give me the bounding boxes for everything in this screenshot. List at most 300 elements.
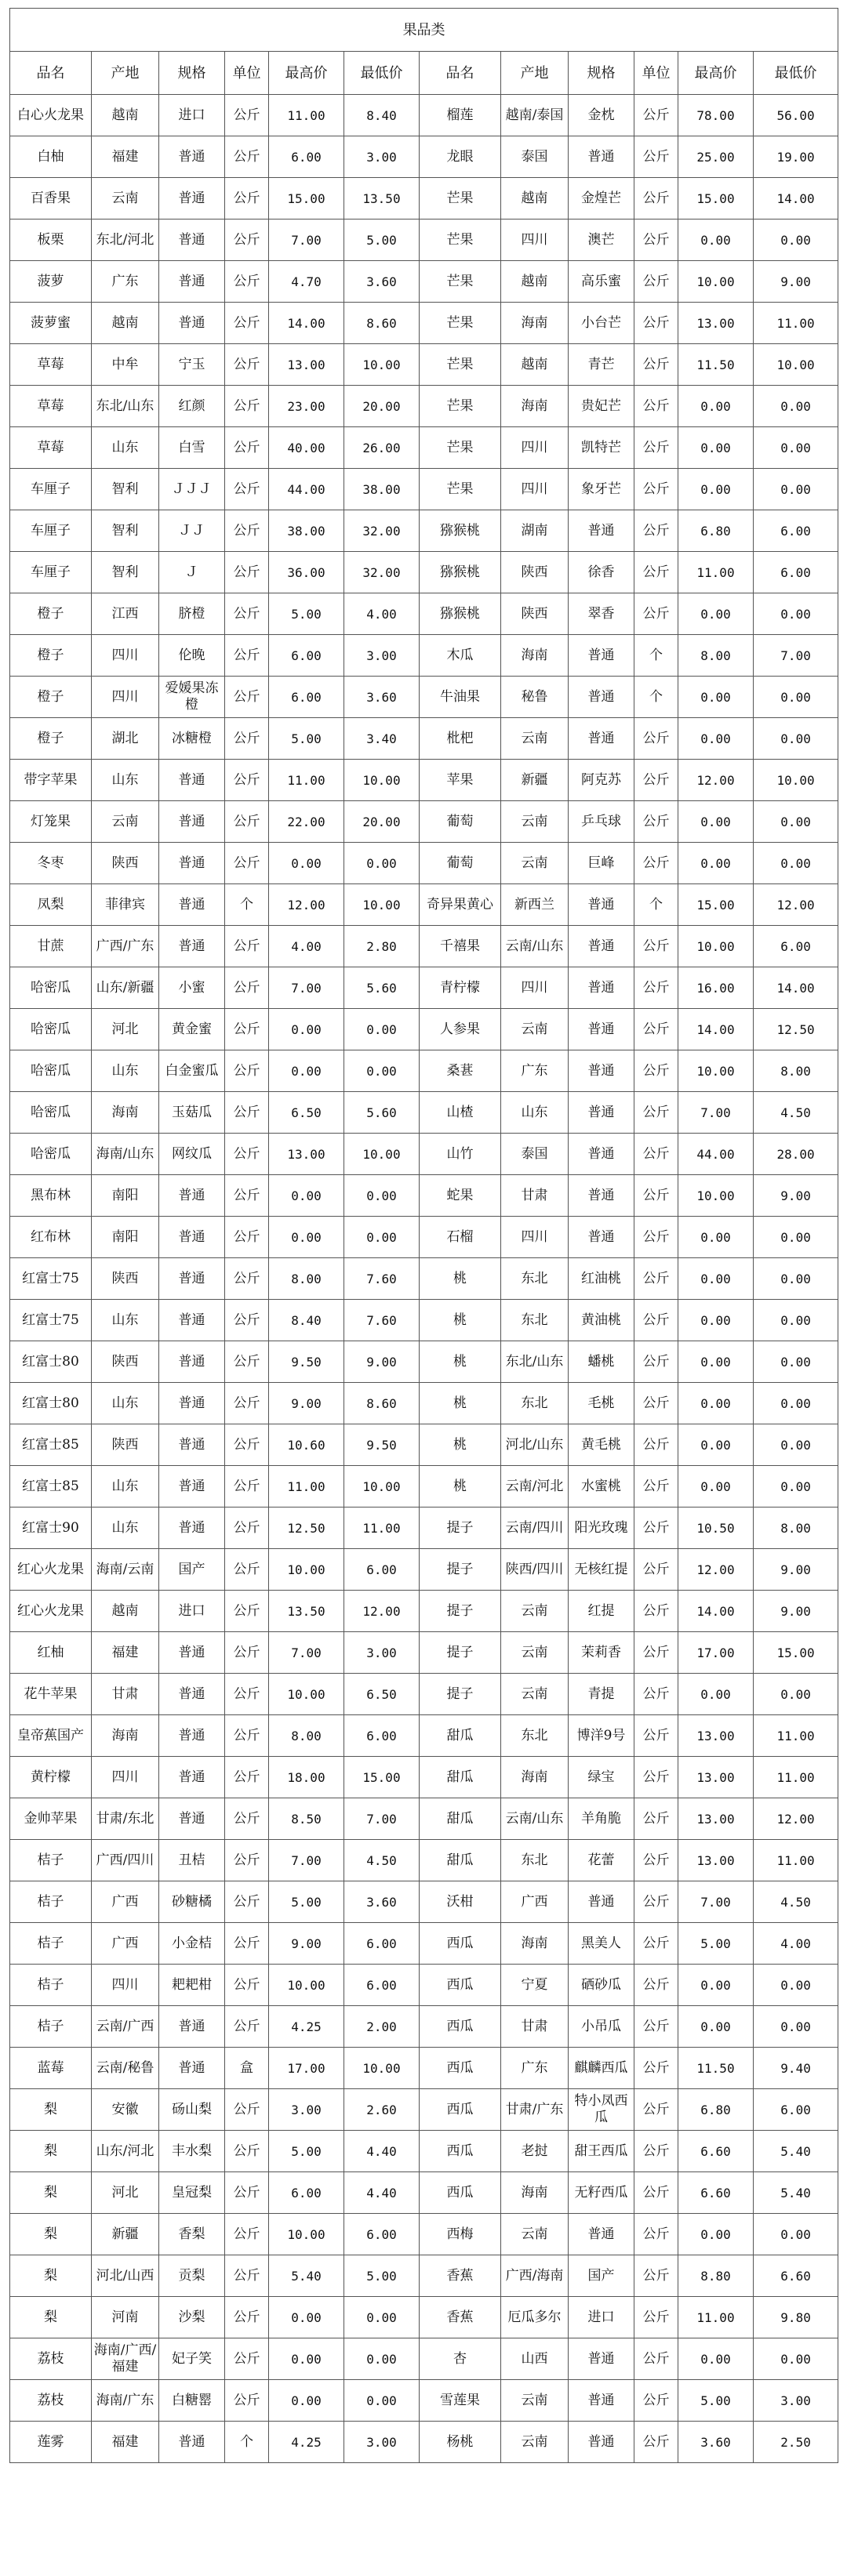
table-cell: 智利 [92,469,159,510]
table-cell: 6.00 [344,2214,420,2255]
table-cell: 杏 [420,2338,501,2380]
table-cell: 红布林 [10,1217,92,1258]
table-cell: 芒果 [420,178,501,220]
table-cell: 公斤 [634,1175,678,1217]
table-cell: 6.80 [678,2089,754,2131]
table-cell: 蛇果 [420,1175,501,1217]
table-cell: 菠萝蜜 [10,303,92,344]
table-row [10,2422,838,2463]
table-cell: 9.00 [269,1383,344,1424]
table-cell: 公斤 [634,178,678,220]
table-cell: 7.60 [344,1300,420,1341]
table-cell: 普通 [159,1674,225,1715]
fruit-price-table [9,8,838,2463]
table-row [10,593,838,635]
table-cell: 6.80 [678,510,754,552]
table-cell: 12.00 [678,1549,754,1591]
table-cell: 公斤 [225,1092,269,1134]
table-cell: 橙子 [10,593,92,635]
table-cell: 公斤 [225,1549,269,1591]
table-cell: 0.00 [754,1383,838,1424]
table-cell: 普通 [159,2422,225,2463]
table-cell: 硒砂瓜 [569,1965,634,2006]
table-cell: 0.00 [344,1175,420,1217]
table-cell: 12.00 [344,1591,420,1632]
table-cell: 车厘子 [10,552,92,593]
table-cell: 南阳 [92,1217,159,1258]
table-cell: 普通 [569,2214,634,2255]
table-row [10,2214,838,2255]
table-cell: 中牟 [92,344,159,386]
table-cell: 无籽西瓜 [569,2172,634,2214]
table-row [10,427,838,469]
table-cell: 0.00 [678,843,754,884]
table-cell: 公斤 [225,2172,269,2214]
table-cell: 湖南 [501,510,569,552]
table-cell: 16.00 [678,967,754,1009]
table-cell: 水蜜桃 [569,1466,634,1508]
table-cell: 秘鲁 [501,677,569,718]
table-row [10,344,838,386]
table-cell: 10.50 [678,1508,754,1549]
table-cell: 普通 [569,1092,634,1134]
table-cell: 10.60 [269,1424,344,1466]
table-cell: 4.00 [344,593,420,635]
table-cell: 红富士75 [10,1300,92,1341]
table-cell: 越南 [501,261,569,303]
table-cell: 0.00 [678,2214,754,2255]
table-row [10,261,838,303]
table-cell: 河北 [92,2172,159,2214]
table-row [10,386,838,427]
table-cell: 公斤 [634,593,678,635]
table-cell: 提子 [420,1549,501,1591]
table-cell: 6.00 [269,677,344,718]
table-cell: 公斤 [225,510,269,552]
table-cell: 14.00 [678,1009,754,1050]
table-cell: 9.00 [269,1923,344,1965]
table-cell: 公斤 [225,2297,269,2338]
table-cell: 15.00 [754,1632,838,1674]
table-cell: 13.00 [269,344,344,386]
table-cell: 小金桔 [159,1923,225,1965]
table-cell: 公斤 [225,1674,269,1715]
table-cell: 海南 [501,2172,569,2214]
table-cell: 人参果 [420,1009,501,1050]
table-cell: 羊角脆 [569,1798,634,1840]
table-cell: 32.00 [344,510,420,552]
table-cell: 甜王西瓜 [569,2131,634,2172]
table-cell: 白柚 [10,136,92,178]
table-cell: 公斤 [225,1217,269,1258]
table-row [10,1881,838,1923]
table-cell: 广东 [92,261,159,303]
table-cell: 梨 [10,2089,92,2131]
table-cell: 公斤 [634,967,678,1009]
table-cell: 9.00 [344,1341,420,1383]
table-cell: 0.00 [344,843,420,884]
table-cell: 国产 [569,2255,634,2297]
table-cell: 东北 [501,1383,569,1424]
table-cell: 智利 [92,552,159,593]
table-cell: 12.50 [754,1009,838,1050]
table-cell: 12.00 [754,1798,838,1840]
table-cell: 四川 [92,677,159,718]
table-cell: 广东 [501,1050,569,1092]
table-cell: 7.00 [344,1798,420,1840]
table-cell: 越南 [92,303,159,344]
table-cell: 南阳 [92,1175,159,1217]
table-cell: 15.00 [678,178,754,220]
table-body [10,95,838,2463]
table-cell: 普通 [569,635,634,677]
table-cell: 6.00 [754,552,838,593]
table-cell: 公斤 [634,1258,678,1300]
table-cell: 9.80 [754,2297,838,2338]
table-cell: 公斤 [225,220,269,261]
table-cell: 3.40 [344,718,420,760]
table-cell: 5.40 [754,2131,838,2172]
table-cell: 5.60 [344,967,420,1009]
table-cell: 四川 [92,635,159,677]
table-cell: 公斤 [634,2089,678,2131]
column-header: 产地 [92,52,159,95]
table-row [10,1258,838,1300]
table-cell: 普通 [159,760,225,801]
table-cell: 凤梨 [10,884,92,926]
table-row [10,1674,838,1715]
table-cell: 四川 [501,967,569,1009]
table-cell: 公斤 [634,2380,678,2422]
table-cell: 公斤 [225,1923,269,1965]
table-cell: 草莓 [10,344,92,386]
table-cell: 11.00 [269,760,344,801]
table-title: 果品类 [10,9,838,52]
table-cell: 海南/云南 [92,1549,159,1591]
table-cell: 公斤 [225,552,269,593]
table-cell: 广西/海南 [501,2255,569,2297]
table-cell: 4.00 [754,1923,838,1965]
table-cell: 橙子 [10,718,92,760]
table-row [10,2131,838,2172]
table-cell: 4.40 [344,2131,420,2172]
table-cell: 皇帝蕉国产 [10,1715,92,1757]
table-cell: 沙梨 [159,2297,225,2338]
table-cell: 乒乓球 [569,801,634,843]
table-cell: 公斤 [225,2255,269,2297]
table-cell: 苹果 [420,760,501,801]
table-cell: 8.60 [344,303,420,344]
table-cell: 公斤 [225,1840,269,1881]
table-cell: 6.00 [344,1923,420,1965]
table-cell: 巨峰 [569,843,634,884]
table-cell: 海南 [501,386,569,427]
table-cell: 0.00 [678,1217,754,1258]
table-cell: 花牛苹果 [10,1674,92,1715]
table-cell: 提子 [420,1591,501,1632]
table-cell: 泰国 [501,1134,569,1175]
table-cell: 山东 [92,1050,159,1092]
table-cell: 红富士85 [10,1424,92,1466]
table-cell: 公斤 [634,2255,678,2297]
table-cell: 8.00 [754,1508,838,1549]
table-cell: 78.00 [678,95,754,136]
table-cell: 9.40 [754,2048,838,2089]
table-cell: 普通 [159,1175,225,1217]
table-row [10,967,838,1009]
table-cell: 普通 [569,1134,634,1175]
table-cell: 11.00 [678,552,754,593]
table-cell: 普通 [159,2048,225,2089]
table-row [10,677,838,718]
table-cell: 公斤 [225,1383,269,1424]
table-cell: 0.00 [344,1217,420,1258]
table-cell: 普通 [159,1383,225,1424]
table-cell: 公斤 [634,843,678,884]
table-cell: 7.00 [269,1840,344,1881]
table-cell: 普通 [569,677,634,718]
table-row [10,1134,838,1175]
table-cell: 公斤 [225,2131,269,2172]
table-cell: 6.00 [754,510,838,552]
table-cell: 云南/河北 [501,1466,569,1508]
table-cell: 11.00 [269,95,344,136]
table-row [10,1341,838,1383]
table-cell: 普通 [569,884,634,926]
table-cell: 4.00 [269,926,344,967]
table-cell: 公斤 [225,718,269,760]
table-cell: 0.00 [754,1300,838,1341]
table-cell: 公斤 [634,1549,678,1591]
table-cell: 猕猴桃 [420,593,501,635]
table-cell: 个 [225,2422,269,2463]
table-cell: 0.00 [269,2380,344,2422]
table-cell: 5.00 [269,1881,344,1923]
table-cell: 普通 [159,261,225,303]
table-cell: 白金蜜瓜 [159,1050,225,1092]
table-cell: 12.50 [269,1508,344,1549]
table-cell: 10.00 [344,1466,420,1508]
table-row [10,1175,838,1217]
table-cell: 砀山梨 [159,2089,225,2131]
table-row [10,926,838,967]
table-cell: 公斤 [634,1508,678,1549]
table-cell: 红富士85 [10,1466,92,1508]
table-cell: 冰糖橙 [159,718,225,760]
table-cell: 沃柑 [420,1881,501,1923]
table-cell: 广西 [92,1923,159,1965]
table-cell: 哈密瓜 [10,967,92,1009]
table-cell: 0.00 [754,1965,838,2006]
table-cell: 普通 [159,1757,225,1798]
table-cell: 西瓜 [420,2089,501,2131]
table-cell: 普通 [159,1424,225,1466]
table-cell: 普通 [569,1217,634,1258]
table-cell: 44.00 [269,469,344,510]
table-cell: 哈密瓜 [10,1050,92,1092]
table-cell: 桃 [420,1300,501,1341]
table-cell: 甘肃 [92,1674,159,1715]
table-row [10,220,838,261]
table-cell: 公斤 [225,1757,269,1798]
price-document [9,0,838,2576]
table-cell: 公斤 [225,2006,269,2048]
table-row [10,635,838,677]
table-cell: 7.00 [678,1092,754,1134]
column-header: 最低价 [754,52,838,95]
table-cell: 泰国 [501,136,569,178]
table-cell: 公斤 [634,1632,678,1674]
table-row [10,2255,838,2297]
table-cell: 0.00 [754,2006,838,2048]
table-cell: 6.00 [344,1965,420,2006]
table-row [10,884,838,926]
table-cell: 0.00 [754,386,838,427]
table-cell: 0.00 [678,1300,754,1341]
table-cell: 17.00 [269,2048,344,2089]
table-row [10,1050,838,1092]
table-cell: 普通 [159,1508,225,1549]
table-cell: 26.00 [344,427,420,469]
table-cell: 东北 [501,1300,569,1341]
table-cell: 个 [225,884,269,926]
table-cell: 13.00 [678,303,754,344]
table-cell: 14.00 [754,178,838,220]
table-cell: 5.00 [678,1923,754,1965]
table-cell: 东北/河北 [92,220,159,261]
table-cell: 普通 [569,926,634,967]
table-cell: 公斤 [634,2338,678,2380]
table-cell: 红富士80 [10,1341,92,1383]
table-cell: 0.00 [678,1466,754,1508]
table-cell: 云南 [501,2422,569,2463]
table-cell: 耙耙柑 [159,1965,225,2006]
table-cell: 河北/山西 [92,2255,159,2297]
table-cell: 公斤 [225,95,269,136]
table-cell: 云南 [501,801,569,843]
table-cell: 海南/广西/福建 [92,2338,159,2380]
table-cell: 11.00 [678,2297,754,2338]
table-row [10,1840,838,1881]
table-cell: 福建 [92,2422,159,2463]
table-cell: 金枕 [569,95,634,136]
table-cell: 15.00 [344,1757,420,1798]
table-cell: 5.00 [269,593,344,635]
table-row [10,1715,838,1757]
table-cell: 10.00 [344,884,420,926]
table-cell: 公斤 [225,1466,269,1508]
table-cell: 14.00 [678,1591,754,1632]
table-cell: 东北/山东 [92,386,159,427]
table-cell: 灯笼果 [10,801,92,843]
table-cell: 4.25 [269,2006,344,2048]
table-cell: 带字苹果 [10,760,92,801]
column-header: 最高价 [678,52,754,95]
table-row [10,552,838,593]
table-cell: 公斤 [634,1424,678,1466]
table-cell: 桃 [420,1424,501,1466]
table-cell: 公斤 [225,303,269,344]
table-cell: 车厘子 [10,510,92,552]
table-cell: 盒 [225,2048,269,2089]
table-cell: 10.00 [678,1050,754,1092]
table-cell: 普通 [159,178,225,220]
table-cell: 5.40 [269,2255,344,2297]
table-cell: 山竹 [420,1134,501,1175]
table-cell: 白糖罂 [159,2380,225,2422]
table-cell: 黄柠檬 [10,1757,92,1798]
table-cell: 公斤 [225,1715,269,1757]
table-cell: 橙子 [10,677,92,718]
table-cell: 桑葚 [420,1050,501,1092]
table-row [10,303,838,344]
table-cell: 0.00 [269,1050,344,1092]
table-cell: 陕西 [501,593,569,635]
table-cell: 云南 [92,178,159,220]
table-cell: 公斤 [634,2048,678,2089]
table-cell: 3.60 [344,261,420,303]
table-cell: 翠香 [569,593,634,635]
table-cell: 四川 [501,427,569,469]
table-cell: 云南 [501,1591,569,1632]
table-cell: 公斤 [225,593,269,635]
table-cell: 公斤 [225,1258,269,1300]
table-cell: 0.00 [678,1341,754,1383]
table-cell: 海南/山东 [92,1134,159,1175]
table-row [10,2380,838,2422]
table-cell: 5.60 [344,1092,420,1134]
table-cell: 9.00 [754,1175,838,1217]
table-cell: 西瓜 [420,2048,501,2089]
table-cell: 黑美人 [569,1923,634,1965]
table-cell: 甘蔗 [10,926,92,967]
table-cell: 7.60 [344,1258,420,1300]
table-cell: 公斤 [634,1217,678,1258]
table-cell: 山东/新疆 [92,967,159,1009]
table-cell: 0.00 [678,220,754,261]
table-cell: 江西 [92,593,159,635]
table-cell: 公斤 [225,1881,269,1923]
table-cell: 4.25 [269,2422,344,2463]
table-cell: 公斤 [634,1965,678,2006]
table-cell: 公斤 [634,344,678,386]
table-cell: 公斤 [225,469,269,510]
table-cell: 8.00 [269,1258,344,1300]
table-cell: 新疆 [501,760,569,801]
table-cell: 澳芒 [569,220,634,261]
table-cell: 0.00 [344,1009,420,1050]
table-cell: 红提 [569,1591,634,1632]
table-cell: 四川 [501,1217,569,1258]
table-cell: 湖北 [92,718,159,760]
table-row [10,1965,838,2006]
table-cell: 香蕉 [420,2255,501,2297]
table-cell: 桔子 [10,2006,92,2048]
table-cell: 0.00 [754,2214,838,2255]
table-cell: 四川 [92,1965,159,2006]
table-cell: 小吊瓜 [569,2006,634,2048]
table-cell: 10.00 [344,2048,420,2089]
table-cell: 13.50 [344,178,420,220]
table-cell: 宁夏 [501,1965,569,2006]
column-header: 最高价 [269,52,344,95]
table-cell: 西瓜 [420,2131,501,2172]
table-cell: 公斤 [634,801,678,843]
table-row [10,1798,838,1840]
table-cell: 砂糖橘 [159,1881,225,1923]
table-cell: 公斤 [634,427,678,469]
table-cell: 贵妃芒 [569,386,634,427]
